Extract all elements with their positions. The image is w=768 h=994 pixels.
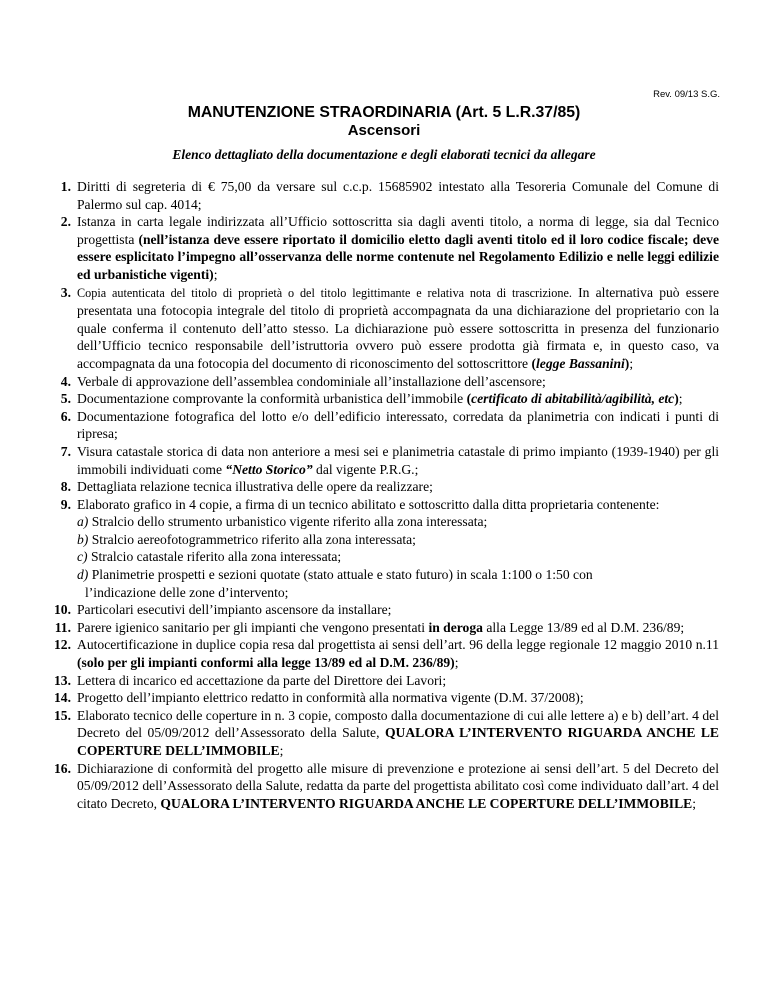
list-item: 8. Dettagliata relazione tecnica illustrativa delle opere da realizzare;: [60, 479, 433, 495]
sub-item: a) Stralcio dello strumento urbanistico vigente riferito alla zona interessata;: [77, 514, 488, 530]
list-item: 5. Documentazione comprovante la conformità urbanistica dell’immobile (certificato di abitabilità/agibilità, etc);: [60, 391, 683, 407]
list-item: 13. Lettera di incarico ed accettazione da parte del Direttore dei Lavori;: [54, 672, 447, 688]
list-item: 3. Copia autenticata del titolo di proprietà o del titolo legittimante e relativa nota di trascrizione. In alternativa può essere presentata una fotocopia integrale del titolo di proprietà accompagnata da una dichiarazione del proprietario con la quale conferma il contenuto dell’atto stesso. La dichiarazione può essere sottoscritta in presenza del funzionario dell’Ufficio tecnico responsabile dell’istruttoria ovvero può essere prodotta già firmata e, in questo caso, va accompagnata da una fotocopia del documento di riconoscimento del sottoscrittore (legge Bassanini);: [60, 284, 719, 371]
documentation-list: [38, 178, 719, 812]
revision-note: Rev. 09/13 S.G.: [653, 89, 720, 100]
list-item: 9. Elaborato grafico in 4 copie, a firma di un tecnico abilitato e sottoscritto dalla ditta proprietaria contenente: a) Stralcio dello strumento urbanistico vigente riferito alla zona interessata; b) Stralcio aereofotogrammetrico riferito alla zona interessata; c) Stralcio catastale riferito alla zona interessata; d) Planimetrie prospetti e sezioni quotate (stato attuale e stato futuro) in scala 1:100 o 1:50 con l’indicazione delle zone d’intervento;: [38, 496, 719, 602]
list-item: 12. Autocertificazione in duplice copia resa dal progettista ai sensi dell’art. 96 della legge regionale 12 maggio 2010 n.11 (solo per gli impianti conformi alla legge 13/89 ed al D.M. 236/89);: [54, 637, 719, 671]
list-item: 14. Progetto dell’impianto elettrico redatto in conformità alla normativa vigente (D.M. 37/2008);: [54, 690, 584, 706]
list-item: 1. Diritti di segreteria di € 75,00 da versare sul c.c.p. 15685902 intestato alla Tesoreria Comunale del Comune di Palermo sul cap. 4014;: [60, 179, 719, 212]
list-item: 2. Istanza in carta legale indirizzata all’Ufficio sottoscritta sia dagli aventi titolo, a norma di legge, sia dal Tecnico progettista (nell’istanza deve essere riportato il domicilio eletto dagli aventi titolo ed il loro codice fiscale; deve essere esplicitato l’impegno all’osservanza delle norme contenute nel Regolamento Edilizio e nelle leggi edilizie ed urbanistiche vigenti);: [60, 214, 719, 282]
document-title: MANUTENZIONE STRAORDINARIA (Art. 5 L.R.37/85): [187, 104, 581, 121]
list-item: 4. Verbale di approvazione dell’assemblea condominiale all’installazione dell’ascensore;: [60, 373, 546, 389]
list-item: 15. Elaborato tecnico delle coperture in n. 3 copie, composto dalla documentazione di cui alle lettere a) e b) dell’art. 4 del Decreto del 05/09/2012 dell’Assessorato della Salute, QUALORA L’INTERVENTO RIGUARDA ANCHE LE COPERTURE DELL’IMMOBILE;: [54, 707, 719, 758]
list-item: 6. Documentazione fotografica del lotto e/o dell’edificio interessato, corredata da planimetria con indicati i punti di ripresa;: [60, 408, 719, 442]
list-item: 10. Particolari esecutivi dell’impianto ascensore da installare;: [54, 602, 392, 618]
sub-item: c) Stralcio catastale riferito alla zona interessata;: [77, 549, 342, 565]
sub-item: d) Planimetrie prospetti e sezioni quotate (stato attuale e stato futuro) in scala 1:100 o 1:50 con l’indicazione delle zone d’intervento;: [77, 567, 593, 600]
document-caption: Elenco dettagliato della documentazione e degli elaborati tecnici da allegare: [172, 147, 596, 162]
sub-item: b) Stralcio aereofotogrammetrico riferito alla zona interessata;: [77, 531, 416, 547]
document-subtitle: Ascensori: [347, 122, 421, 139]
list-item: 7. Visura catastale storica di data non anteriore a mesi sei e planimetria catastale di primo impianto (1939-1940) per gli immobili individuati come “Netto Storico” dal vigente P.R.G.;: [60, 443, 719, 477]
list-item: 16. Dichiarazione di conformità del progetto alle misure di prevenzione e protezione ai sensi dell’art. 5 del Decreto del 05/09/2012 dell’Assessorato della Salute, redatta da parte del progettista abilitato così come individuato dall’art. 4 del citato Decreto, QUALORA L’INTERVENTO RIGUARDA ANCHE LE COPERTURE DELL’IMMOBILE;: [54, 760, 719, 811]
list-item: 11. Parere igienico sanitario per gli impianti che vengono presentati in deroga alla Legge 13/89 ed al D.M. 236/89;: [54, 619, 685, 635]
